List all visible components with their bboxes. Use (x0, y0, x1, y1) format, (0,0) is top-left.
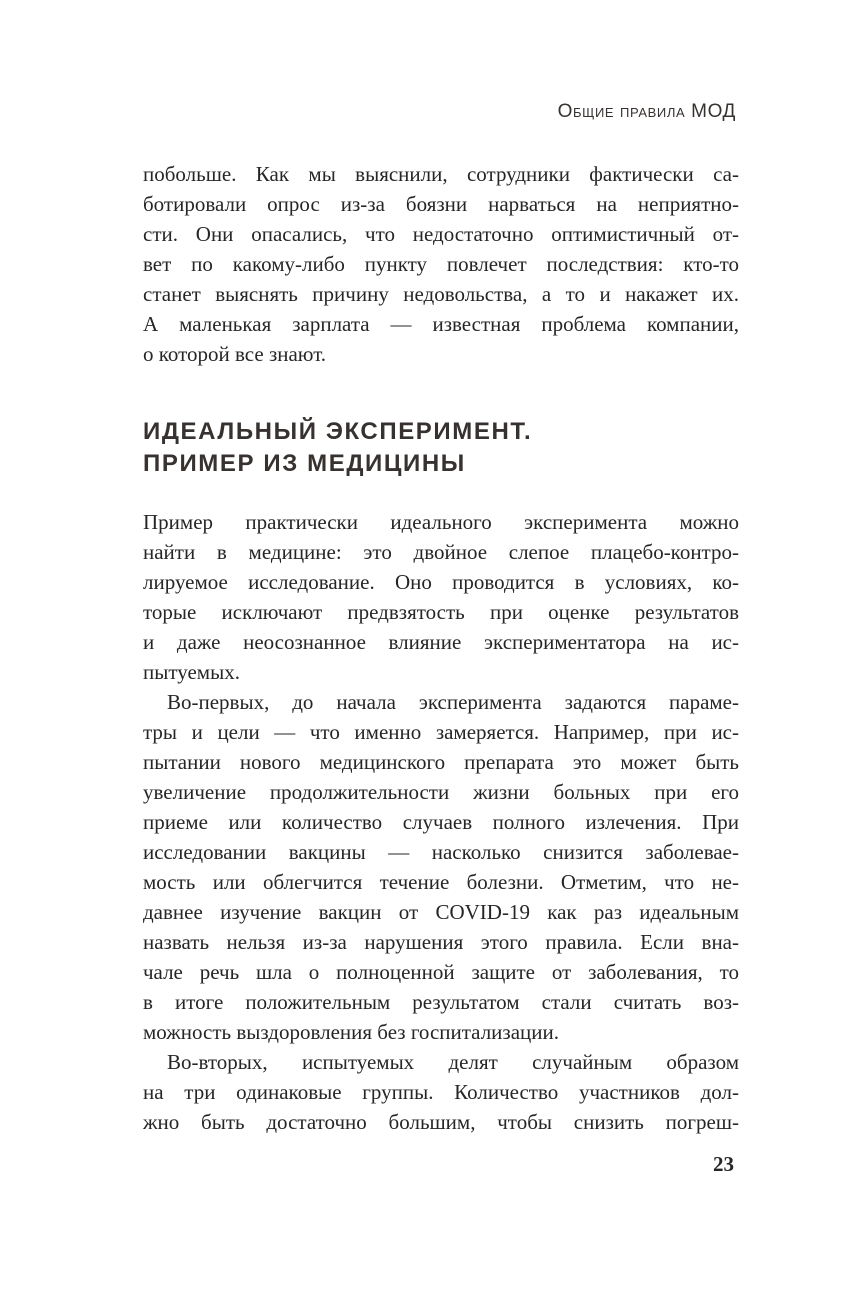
section-paragraph-block (143, 507, 739, 1137)
text-line: тры и цели — что именно замеряется. Например, при ис- (143, 720, 739, 744)
text-line: Пример практически идеального эксперимента можно (143, 510, 739, 534)
text-line: увеличение продолжительности жизни больных при его (143, 780, 739, 804)
paragraph (143, 159, 739, 369)
text-line: лируемое исследование. Оно проводится в условиях, ко- (143, 570, 739, 594)
text-line: вет по какому-либо пункту повлечет последствия: кто-то (143, 252, 739, 276)
text-line: назвать нельзя из-за нарушения этого правила. Если вна- (143, 930, 739, 954)
text-line: исследовании вакцины — насколько снизится заболевае- (143, 840, 739, 864)
text-line: и даже неосознанное влияние экспериментатора на ис- (143, 630, 739, 654)
paragraph (143, 1047, 739, 1137)
text-line: приеме или количество случаев полного излечения. При (143, 810, 739, 834)
text-line: торые исключают предвзятость при оценке результатов (143, 600, 739, 624)
paragraph (143, 507, 739, 687)
page-number: 23 (713, 1152, 734, 1176)
text-line: Во-вторых, испытуемых делят случайным образом (167, 1050, 739, 1074)
text-line: ботировали опрос из-за боязни нарваться на неприятно- (143, 192, 739, 216)
text-line: пытании нового медицинского препарата это может быть (143, 750, 739, 774)
text-line: станет выяснять причину недовольства, а то и накажет их. (143, 282, 739, 306)
text-line: о которой все знают. (143, 342, 327, 366)
section-heading (143, 416, 739, 480)
text-line: можность выздоровления без госпитализации. (143, 1020, 559, 1044)
text-line: чале речь шла о полноценной защите от заболевания, то (143, 960, 739, 984)
text-line: побольше. Как мы выяснили, сотрудники фактически са- (143, 162, 739, 186)
text-line: на три одинаковые группы. Количество участников дол- (143, 1080, 739, 1104)
paragraph (143, 687, 739, 1047)
running-header: Общие правила МОД (557, 101, 736, 122)
text-line: найти в медицине: это двойное слепое плацебо-контро- (143, 540, 739, 564)
text-line: пытуемых. (143, 660, 240, 684)
intro-paragraph-block (143, 159, 739, 369)
text-line: Во-первых, до начала эксперимента задаются параме- (167, 690, 739, 714)
text-line: жно быть достаточно большим, чтобы снизить погреш- (143, 1110, 739, 1134)
section-heading-line-1: ИДЕАЛЬНЫЙ ЭКСПЕРИМЕНТ. (143, 418, 533, 445)
text-line: сти. Они опасались, что недостаточно оптимистичный от- (143, 222, 739, 246)
text-line: А маленькая зарплата — известная проблема компании, (143, 312, 739, 336)
text-line: в итоге положительным результатом стали считать воз- (143, 990, 739, 1014)
text-line: давнее изучение вакцин от COVID-19 как раз идеальным (143, 900, 739, 924)
text-line: мость или облегчится течение болезни. Отметим, что не- (143, 870, 739, 894)
section-heading-line-2: ПРИМЕР ИЗ МЕДИЦИНЫ (143, 450, 466, 477)
